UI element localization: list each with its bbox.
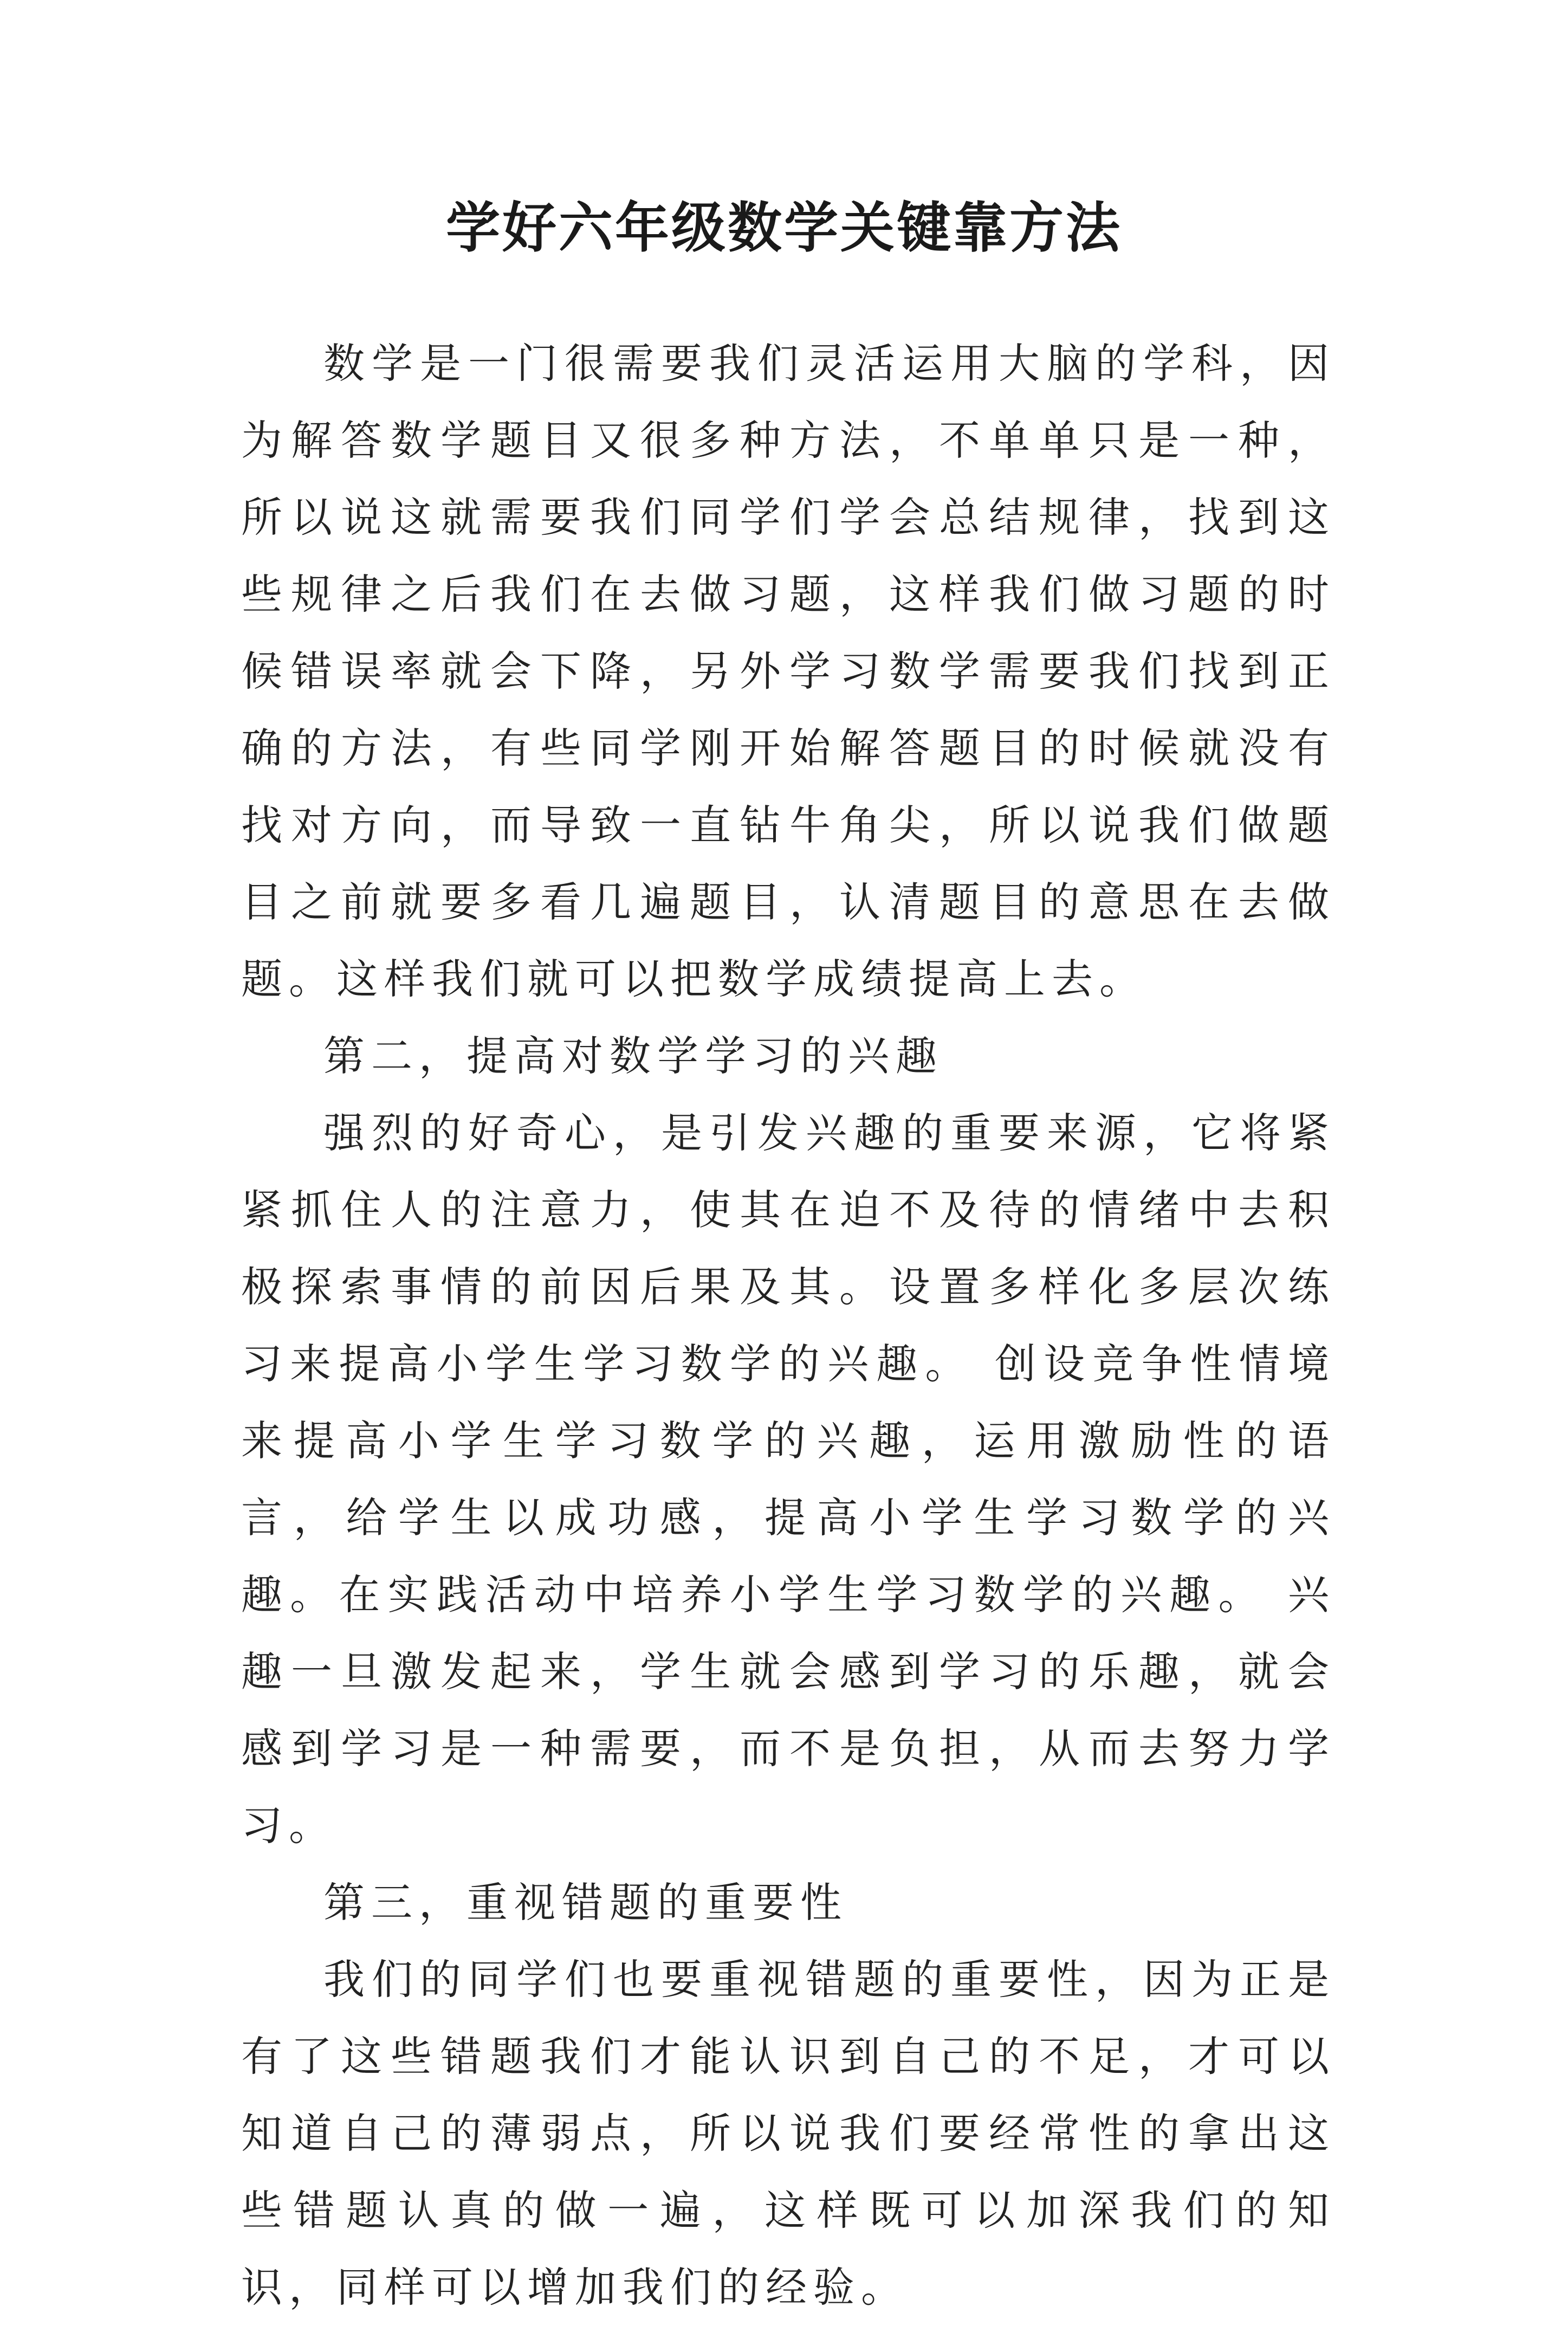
paragraph-intro: 数学是一门很需要我们灵活运用大脑的学科，因为解答数学题目又很多种方法，不单单只是一种，所以说这就需要我们同学们学会总结规律，找到这些规律之后我们在去做习题，这样我们做习题的时候错误率就会下降，另外学习数学需要我们找到正确的方法，有些同学刚开始解答题目的时候就没有找对方向，而导致一直钻牛角尖，所以说我们做题目之前就要多看几遍题目，认清题目的意思在去做题。这样我们就可以把数学成绩提高上去。 [241, 339, 1336, 1003]
paragraph-mistakes: 我们的同学们也要重视错题的重要性，因为正是有了这些错题我们才能认识到自己的不足，才可以知道自己的薄弱点，所以说我们要经常性的拿出这些错题认真的做一遍，这样既可以加深我们的知识，同样可以增加我们的经验。 [241, 1955, 1336, 2311]
paragraph-interest: 强烈的好奇心，是引发兴趣的重要来源，它将紧紧抓住人的注意力，使其在迫不及待的情绪中去积极探索事情的前因后果及其。设置多样化多层次练习来提高小学生学习数学的兴趣。 创设竞争性情境来提高小学生学习数学的兴趣，运用激励性的语言，给学生以成功感，提高小学生学习数学的兴趣。在实践活动中培养小学生学习数学的兴趣。 兴趣一旦激发起来，学生就会感到学习的乐趣，就会感到学习是一种需要，而不是负担，从而去努力学习。 [241, 1109, 1336, 1850]
document-title: 学好六年级数学关键靠方法 [446, 196, 1122, 260]
document-body [241, 325, 1336, 2326]
section-heading-3: 第三，重视错题的重要性 [323, 1878, 848, 1927]
section-heading-2: 第二，提高对数学学习的兴趣 [323, 1032, 943, 1080]
